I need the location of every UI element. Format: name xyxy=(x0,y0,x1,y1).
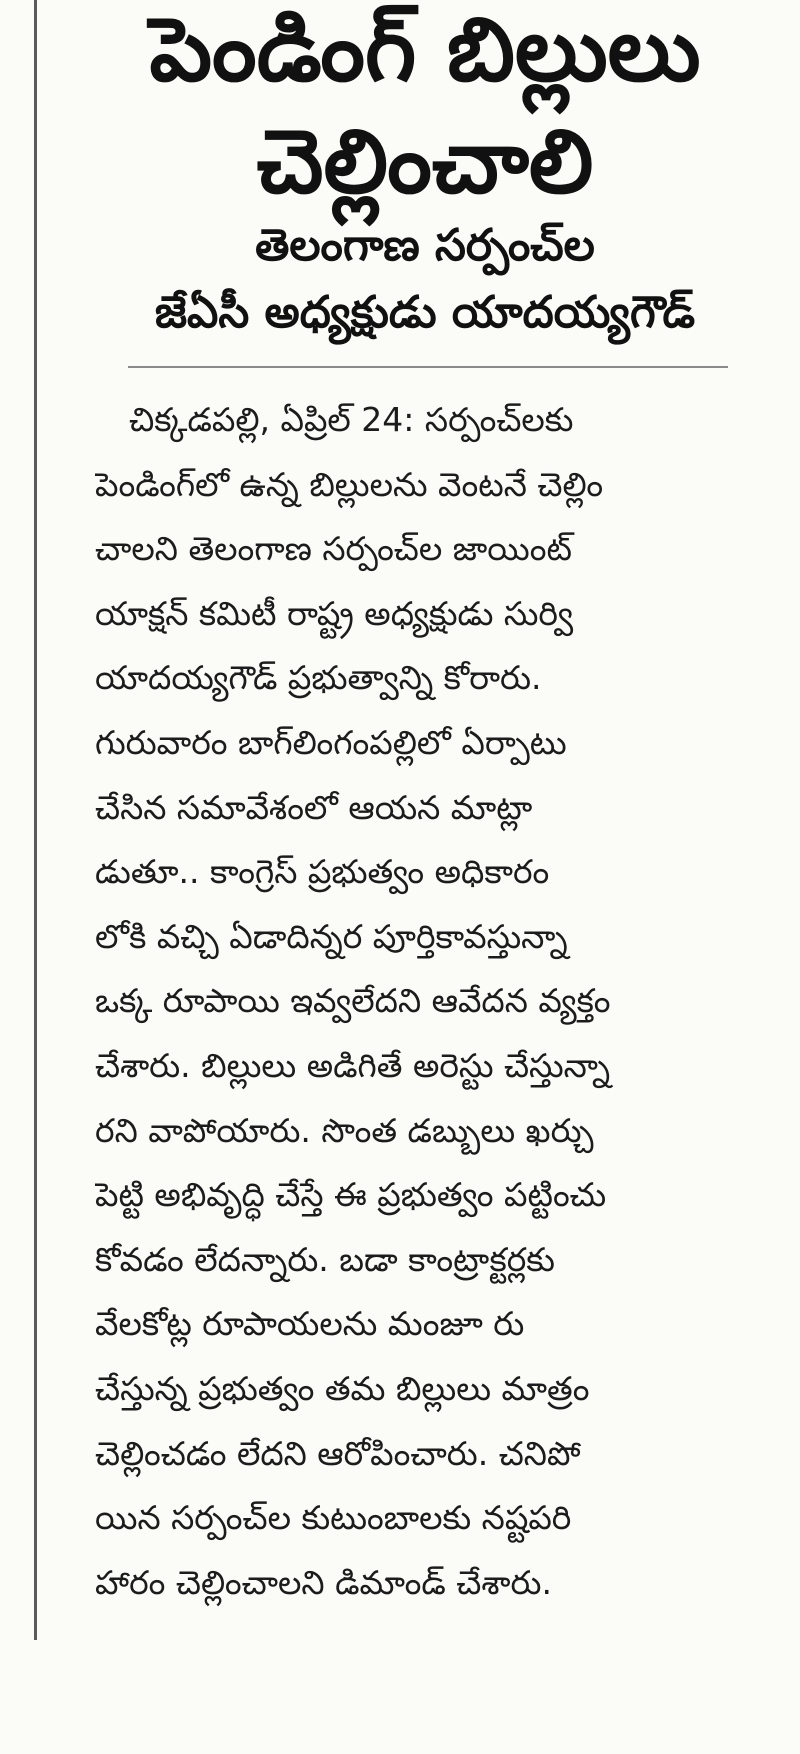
body-line: కోవడం లేదన్నారు. బడా కాంట్రాక్టర్లకు xyxy=(95,1239,555,1279)
body-line: లోకి వచ్చి ఏడాదిన్నర పూర్తికావస్తున్నా xyxy=(95,916,568,956)
body-line: హారం చెల్లించాలని డిమాండ్ చేశారు. xyxy=(95,1562,552,1602)
body-line: చాలని తెలంగాణ సర్పంచ్‌ల జాయింట్ xyxy=(95,529,572,569)
body-line: పెండింగ్‌లో ఉన్న బిల్లులను వెంటనే చెల్లిం xyxy=(95,464,604,504)
subheadline-line-2: జేఏసీ అధ్యక్షుడు యాదయ్యగౌడ్ xyxy=(154,287,696,338)
body-line: చేశారు. బిల్లులు అడిగితే అరెస్టు చేస్తున్నా xyxy=(95,1045,611,1085)
headline-line-2: చెల్లించాలి xyxy=(256,110,594,213)
article-body xyxy=(95,388,767,1615)
body-line: యాక్షన్ కమిటీ రాష్ట్ర అధ్యక్షుడు సుర్వి xyxy=(95,593,574,633)
body-line: గురువారం బాగ్‌లింగంపల్లిలో ఏర్పాటు xyxy=(95,722,567,762)
body-line: డుతూ.. కాంగ్రెస్ ప్రభుత్వం అధికారం xyxy=(95,852,550,892)
body-line: ఒక్క రూపాయి ఇవ్వలేదని ఆవేదన వ్యక్తం xyxy=(95,981,611,1021)
body-line: వేలకోట్ల రూపాయలను మంజూ రు xyxy=(95,1304,525,1344)
body-line: చేసిన సమావేశంలో ఆయన మాట్లా xyxy=(95,787,533,827)
headline-line-1: పెండింగ్ బిల్లులు xyxy=(149,0,701,101)
headline-divider xyxy=(128,366,728,368)
body-line: రని వాపోయారు. సొంత డబ్బులు ఖర్చు xyxy=(95,1110,594,1150)
subheadline-line-1: తెలంగాణ సర్పంచ్‌ల xyxy=(255,220,595,271)
body-line: చెల్లించడం లేదని ఆరోపించారు. చనిపో xyxy=(95,1433,581,1473)
body-line: యాదయ్యగౌడ్ ప్రభుత్వాన్ని కోరారు. xyxy=(95,658,542,698)
body-line: చిక్కడపల్లి, ఏప్రిల్ 24: సర్పంచ్‌లకు xyxy=(129,400,574,439)
body-line: యిన సర్పంచ్‌ల కుటుంబాలకు నష్టపరి xyxy=(95,1498,572,1538)
body-line: చేస్తున్న ప్రభుత్వం తమ బిల్లులు మాత్రం xyxy=(95,1368,590,1408)
body-line: పెట్టి అభివృద్ధి చేస్తే ఈ ప్రభుత్వం పట్టించు xyxy=(95,1175,607,1215)
column-rule xyxy=(34,0,37,1640)
